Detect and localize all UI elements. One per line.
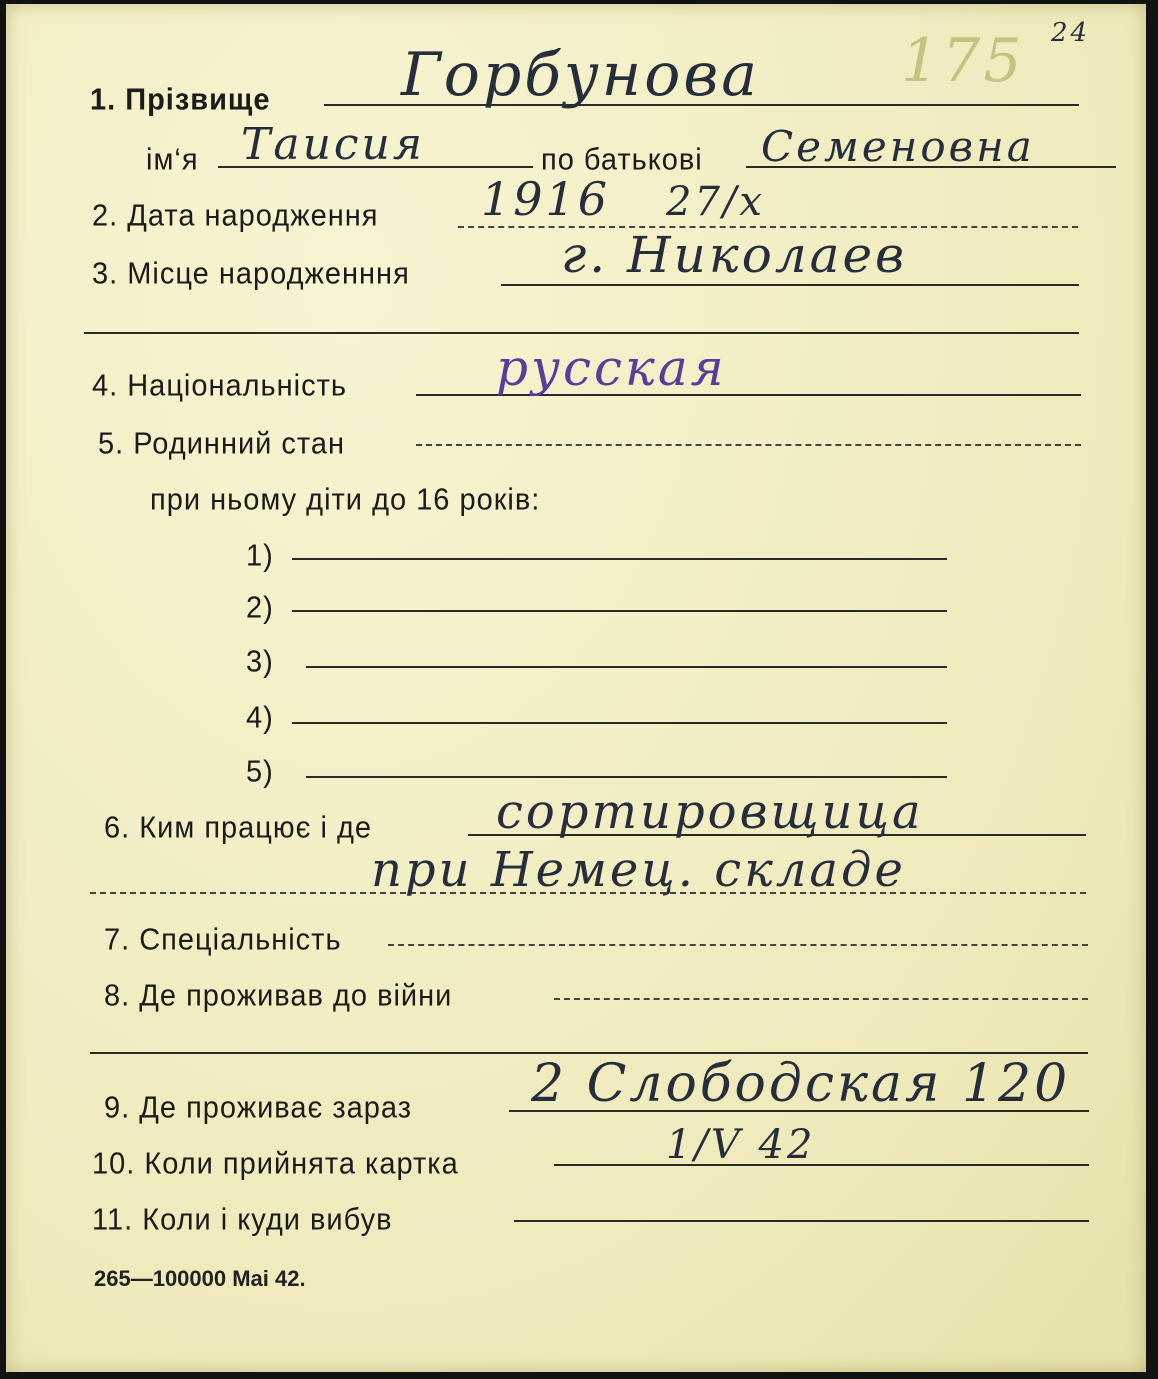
card-number-suffix: 24 [1051, 18, 1091, 48]
child-4-line [292, 722, 947, 724]
children-label: при ньому діти до 16 років: [150, 483, 541, 517]
accepted-date-value: 1/V 42 [666, 1122, 816, 1168]
child-3-line [306, 666, 947, 668]
child-4-label: 4) [246, 701, 274, 735]
nationality-label: 4. Національність [92, 369, 348, 403]
current-address-value: 2 Слободская 120 [531, 1054, 1071, 1114]
accepted-label: 10. Коли прийнята картка [92, 1147, 459, 1181]
child-5-line [306, 776, 947, 778]
prewar-label: 8. Де проживав до війни [104, 979, 453, 1013]
left-label: 11. Коли і куди вибув [92, 1203, 393, 1237]
print-run-footer: 265—100000 Mai 42. [94, 1266, 306, 1291]
accepted-line [554, 1164, 1089, 1166]
work-label: 6. Ким працює і де [104, 811, 373, 845]
child-1-label: 1) [246, 539, 274, 573]
birthplace-value: г. Николаев [561, 226, 908, 284]
child-5-label: 5) [246, 755, 274, 789]
surname-label: 1. Прізвище [90, 83, 271, 117]
blank-line-1 [84, 332, 1079, 334]
child-2-line [292, 610, 947, 612]
patronymic-value: Семеновна [761, 122, 1035, 171]
left-line [514, 1220, 1089, 1222]
birthplace-line [501, 284, 1079, 286]
surname-value: Горбунова [401, 40, 761, 110]
specialty-label: 7. Спеціальність [104, 923, 342, 957]
card-number: 175 [901, 26, 1025, 96]
current-label: 9. Де проживає зараз [104, 1091, 413, 1125]
patronymic-label: по батькові [541, 143, 703, 177]
birth-year-value: 1916 [481, 172, 611, 226]
birthplace-label: 3. Місце народженння [92, 257, 410, 291]
name-label: ім‘я [146, 143, 199, 177]
family-label: 5. Родинний стан [98, 427, 346, 461]
child-1-line [292, 558, 947, 560]
birthdate-label: 2. Дата народження [92, 199, 379, 233]
birth-day-month-value: 27/x [666, 179, 765, 225]
work-value-line1: сортировщица [496, 784, 924, 840]
child-3-label: 3) [246, 645, 274, 679]
registration-card [6, 4, 1146, 1372]
child-2-label: 2) [246, 591, 274, 625]
prewar-line [554, 998, 1088, 1000]
nationality-value: русская [496, 339, 727, 397]
specialty-line [388, 944, 1088, 946]
name-value: Таисия [241, 119, 426, 170]
family-line [416, 444, 1081, 446]
work-value-line2: при Немец. складе [371, 842, 906, 898]
